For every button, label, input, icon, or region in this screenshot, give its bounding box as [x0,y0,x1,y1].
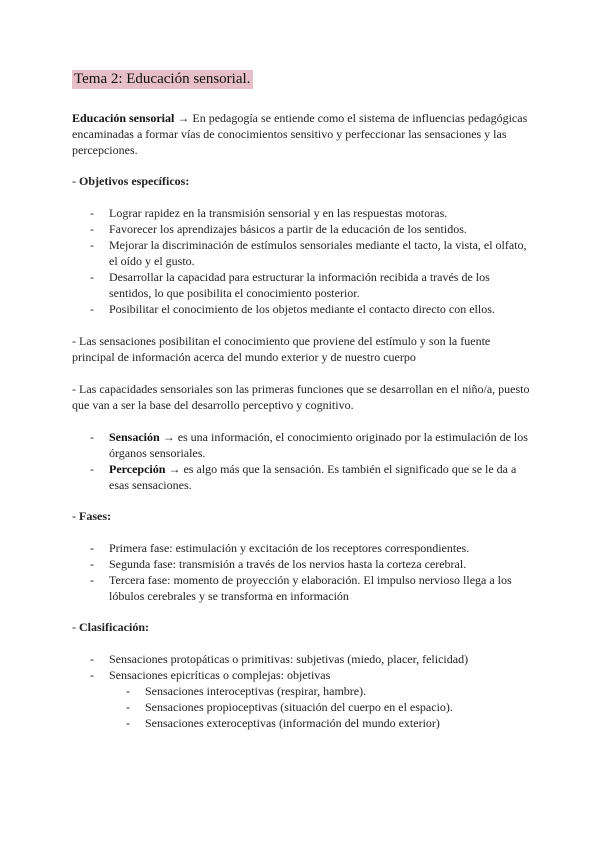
list-item: - Segunda fase: transmisión a través de los nervios hasta la corteza cerebral. [90,556,535,572]
sensaciones-paragraph: - Las sensaciones posibilitan el conocimiento que proviene del estímulo y son la fuente principal de información acerca del mundo exterior y de nuestro cuerpo [72,334,491,364]
objetivos-heading: - Objetivos específicos: [72,174,190,188]
list-item: - Primera fase: estimulación y excitación de los receptores correspondientes. [90,540,535,556]
list-item: - Tercera fase: momento de proyección y elaboración. El impulso nervioso llega a los lóbulos cerebrales y se transforma en información [90,572,535,604]
definition-term: Sensación [109,430,160,444]
clasificacion-heading: - Clasificación: [72,620,149,634]
list-item: - Mejorar la discriminación de estímulos sensoriales mediante el tacto, la vista, el olfato, el oído y el gusto. [90,237,535,269]
list-item [90,667,535,731]
list-item: - Sensaciones protopáticas o primitivas: subjetivas (miedo, placer, felicidad) [90,651,535,667]
definition-arrow: → [165,462,184,476]
objetivos-heading-label: Objetivos específicos: [79,174,190,188]
definiciones-list [90,429,535,493]
sublist-item: - Sensaciones propioceptivas (situación del cuerpo en el espacio). [126,699,535,715]
sublist-item: - Sensaciones interoceptivas (respirar, hambre). [126,683,535,699]
list-item: - Desarrollar la capacidad para estructurar la información recibida a través de los sentidos, lo que posibilita el conocimiento posterior. [90,269,535,301]
list-item: - Lograr rapidez en la transmisión sensorial y en las respuestas motoras. [90,205,535,221]
intro-arrow: → [174,111,193,125]
intro-term: Educación sensorial [72,111,175,125]
fases-heading: - Fases: [72,509,111,523]
definition-term: Percepción [109,462,166,476]
definition-item-sensacion [90,429,535,461]
intro-paragraph [72,110,532,158]
fases-heading-label: Fases: [79,509,111,523]
definition-text: es algo más que la sensación. Es también el significado que se le da a esas sensaciones. [109,462,517,492]
clasificacion-heading-label: Clasificación: [79,620,149,634]
definition-text: es una información, el conocimiento originado por la estimulación de los órganos sensoriales. [109,430,528,460]
list-item-label: Sensaciones epicríticas o complejas: objetivas [109,668,331,682]
capacidades-paragraph: - Las capacidades sensoriales son las primeras funciones que se desarrollan en el niño/a, puesto que van a ser la base del desarrollo perceptivo y cognitivo. [72,382,530,412]
clasificacion-list [90,651,535,731]
objetivos-list [90,205,535,317]
definition-item-percepcion [90,461,535,493]
list-item: - Posibilitar el conocimiento de los objetos mediante el contacto directo con ellos. [90,301,535,317]
page-title: Tema 2: Educación sensorial. [72,70,253,89]
definition-arrow: → [159,430,178,444]
intro-text: En pedagogía se entiende como el sistema de influencias pedagógicas encaminadas a formar vías de conocimientos sensitivo y perfeccionar las sensaciones y las percepciones. [72,111,528,157]
sublist-item: - Sensaciones exteroceptivas (información del mundo exterior) [126,715,535,731]
clasificacion-sublist [109,683,535,731]
fases-list [90,540,535,604]
list-item: - Favorecer los aprendizajes básicos a partir de la educación de los sentidos. [90,221,535,237]
